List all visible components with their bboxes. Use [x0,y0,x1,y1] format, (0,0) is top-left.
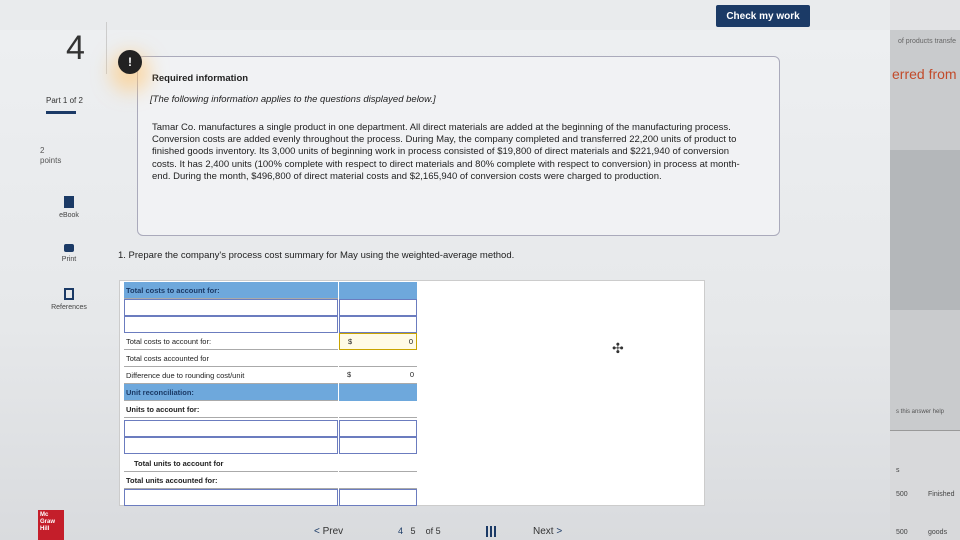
background-text: of products transfe [898,38,956,45]
alert-icon: ! [118,50,142,74]
chevron-left-icon: < [314,526,320,537]
table-row [122,282,534,299]
left-nav [0,0,108,540]
header-cell [339,384,417,401]
table-row [122,299,534,316]
references-label: References [51,304,87,311]
table-row [122,420,534,437]
units-to-account-label: Units to account for: [124,401,338,418]
table-row [122,455,534,472]
info-body: Tamar Co. manufactures a single product in one department. All direct materials are added at the beginning of the manufacturing process. Conversion costs are added evenly throughout the process. During May, the company completed and transferred 22,200 units of product to finished goods inventory. Its 3,000 units of beginning work in process consisted of $19,800 of direct materials and $221,940 of conversion costs. It has 2,400 units (100% complete with respect to direct materials and 80% complete with respect to conversion) in process at month-end. During the month, $496,800 of direct material costs and $2,165,940 of conversion costs were charged to production. [152,122,740,182]
cost-value-input[interactable] [339,316,417,333]
top-bar [0,0,890,30]
print-label: Print [61,256,77,263]
cost-label-input[interactable] [124,316,338,333]
ebook-button[interactable] [40,196,98,219]
unit-value-input[interactable] [339,437,417,454]
background-window [890,0,960,540]
unit-value-input[interactable] [339,420,417,437]
costs-header-label: Total costs to account for: [124,282,338,299]
page-4[interactable]: 4 [398,526,404,536]
header-cell [339,282,417,299]
table-row [122,384,534,401]
move-cursor-icon: ✣ [612,340,624,356]
mcgraw-hill-logo: Mc Graw Hill [38,510,64,540]
unit-label-input[interactable] [124,420,338,437]
next-label: Next [533,526,554,537]
table-row [122,401,534,418]
prev-label: Prev [322,526,344,537]
unit-label-input[interactable] [124,437,338,454]
cost-label-input[interactable] [124,299,338,316]
cost-value-input[interactable] [339,299,417,316]
currency-symbol: $ [348,337,353,346]
total-units-to-account-label: Total units to account for [124,455,338,472]
background-cell: 500 [896,491,908,498]
table-row [122,437,534,454]
table-row [122,472,534,489]
rounding-value [339,367,417,384]
total-costs-number: 0 [408,337,413,346]
pager [398,526,441,536]
points-label: points [40,156,62,165]
currency-symbol: $ [347,370,352,379]
chevron-right-icon: > [556,526,563,537]
grid-icon[interactable] [486,526,498,537]
costs-accounted-label: Total costs accounted for [124,350,338,367]
question-text: 1. Prepare the company's process cost summary for May using the weighted-average method. [118,250,515,261]
background-table [890,430,960,540]
background-window-top [890,0,960,30]
rounding-label: Difference due to rounding cost/unit [124,367,338,384]
references-button[interactable] [40,288,98,311]
ebook-label: eBook [59,212,79,219]
question-number: 4 [45,22,107,74]
next-button[interactable] [533,526,562,537]
part-indicator: Part 1 of 2 [46,96,83,105]
total-units-accounted-value [339,472,417,489]
table-row [122,350,534,367]
unit-value-input[interactable] [339,489,417,506]
table-row [122,316,534,333]
costs-accounted-value [339,350,417,367]
print-button[interactable] [40,244,98,263]
background-cell: goods [928,529,948,536]
total-costs-value [339,333,417,350]
check-my-work-button[interactable]: Check my work [716,5,810,27]
process-cost-summary-table [119,280,705,506]
background-cell: Finished [928,491,955,498]
blank-cell [339,401,417,418]
prev-button[interactable] [314,526,343,537]
table-row [122,489,534,506]
info-title: Required information [152,73,249,84]
table-row [122,367,534,384]
total-costs-label: Total costs to account for: [124,333,338,350]
book-icon [64,196,74,208]
background-heading: erred from [892,66,957,82]
background-help-text: s this answer help [896,409,945,415]
total-units-to-account-value [339,455,417,472]
background-cell: s [896,467,900,474]
unit-label-input[interactable] [124,489,338,506]
points-value: 2 [40,146,45,155]
rounding-number: 0 [409,370,414,379]
page-total: of 5 [425,526,441,536]
required-information-box [137,56,780,236]
points-box [40,146,61,166]
part-progress-bar [46,111,76,114]
printer-icon [64,244,74,252]
table-row [122,333,534,350]
page-5[interactable]: 5 [410,526,416,536]
background-block [890,150,960,310]
unit-reconciliation-header: Unit reconciliation: [124,384,338,401]
info-subtitle: [The following information applies to the questions displayed below.] [150,94,436,105]
background-cell: 500 [896,529,908,536]
total-units-accounted-label: Total units accounted for: [124,472,338,489]
document-icon [64,288,74,300]
